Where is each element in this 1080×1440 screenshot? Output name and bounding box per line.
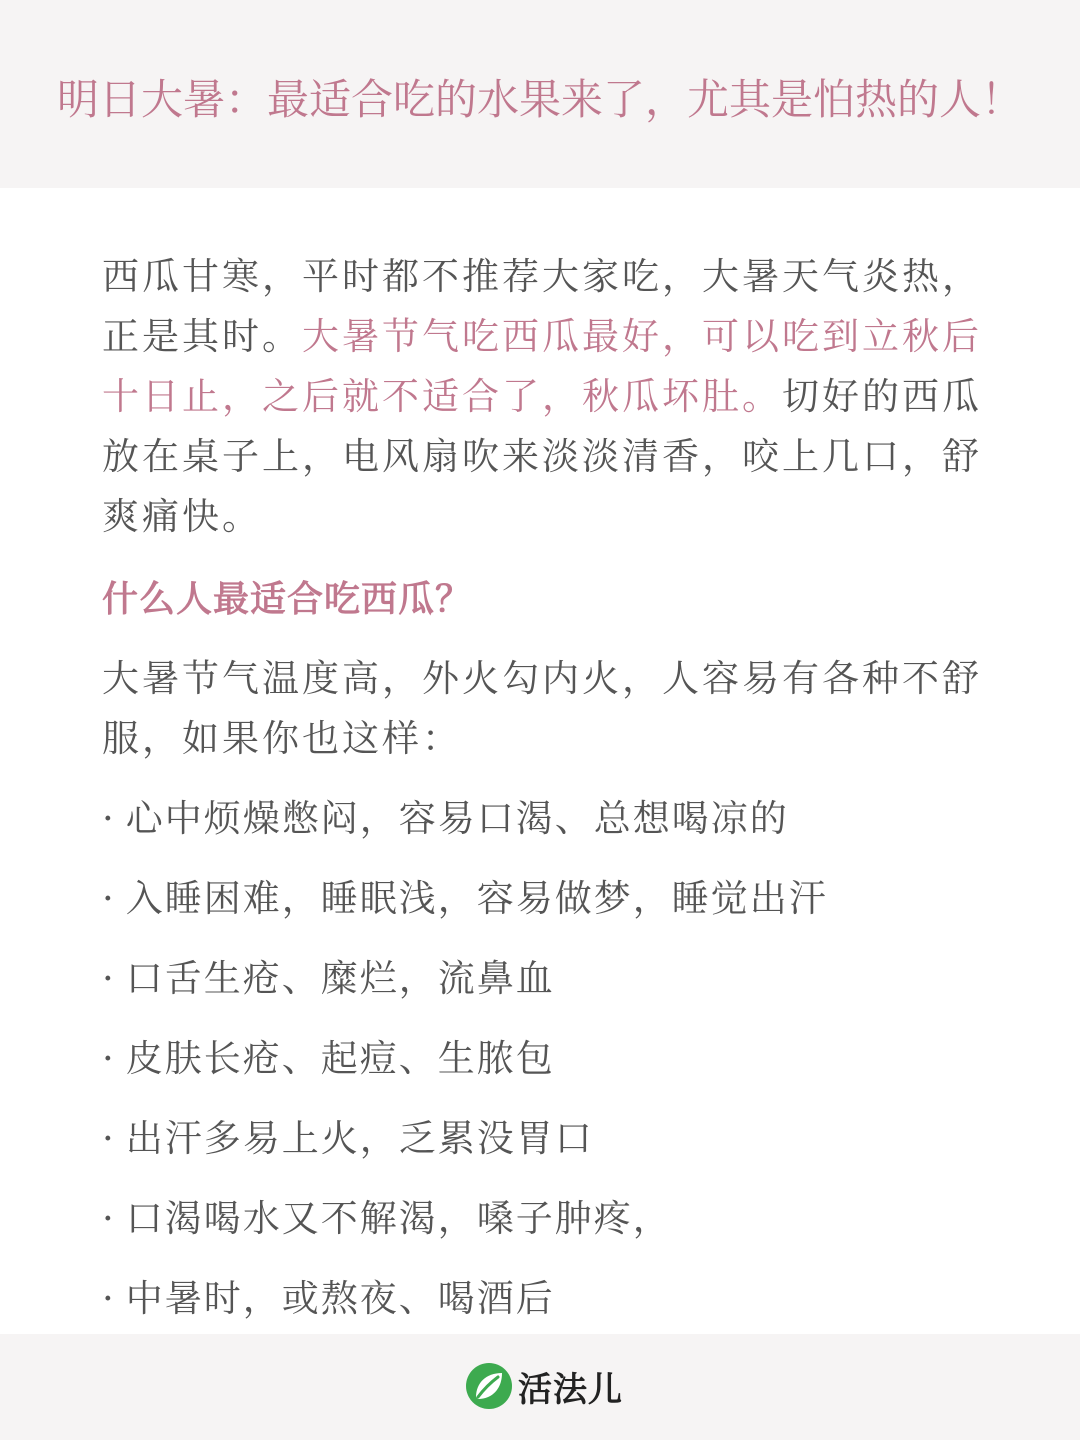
- section-heading: 什么人最适合吃西瓜？: [102, 578, 473, 620]
- footer-band: [0, 1334, 1080, 1440]
- bullet-mark: ·: [102, 1037, 116, 1080]
- list-item: [102, 1109, 982, 1169]
- title-banner: [0, 0, 1080, 188]
- list-item-text: 皮肤长疮、起痘、生脓包: [125, 1037, 555, 1080]
- bullet-mark: ·: [102, 1277, 116, 1320]
- symptom-list: [102, 789, 982, 1329]
- list-item: [102, 1029, 982, 1089]
- section-paragraph: 大暑节气温度高，外火勾内火，人容易有各种不舒服，如果你也这样：: [102, 657, 982, 760]
- bullet-mark: ·: [102, 1197, 116, 1240]
- green-leaf-icon: [464, 1361, 514, 1411]
- brand-logo: [464, 1356, 623, 1416]
- list-item: [102, 1269, 982, 1329]
- intro-text-1: 西瓜甘寒，平时都不推荐大家吃，大暑天气炎热，正是其时。: [102, 255, 982, 358]
- list-item-text: 中暑时，或熬夜、喝酒后: [125, 1277, 555, 1320]
- list-item-text: 心中烦燥憋闷，容易口渴、总想喝凉的: [125, 797, 789, 840]
- list-item: [102, 949, 982, 1009]
- intro-highlight: 大暑节气吃西瓜最好，可以吃到立秋后十日止，之后就不适合了，秋瓜坏肚。: [102, 315, 982, 418]
- list-item-text: 口舌生疮、糜烂，流鼻血: [125, 957, 555, 1000]
- brand-name: 活法儿: [518, 1369, 623, 1410]
- list-item: [102, 789, 982, 849]
- list-item: [102, 869, 982, 929]
- list-item-text: 口渴喝水又不解渴，嗓子肿疼，: [125, 1197, 672, 1240]
- bullet-mark: ·: [102, 877, 116, 920]
- list-item-text: 入睡困难，睡眠浅，容易做梦，睡觉出汗: [125, 877, 828, 920]
- bullet-mark: ·: [102, 1117, 116, 1160]
- list-item: [102, 1189, 982, 1249]
- article-body: [102, 247, 982, 1349]
- bullet-mark: ·: [102, 797, 116, 840]
- bullet-mark: ·: [102, 957, 116, 1000]
- page-title: 明日大暑：最适合吃的水果来了，尤其是怕热的人！: [56, 75, 1023, 124]
- list-item-text: 出汗多易上火，乏累没胃口: [125, 1117, 594, 1160]
- intro-text-2: 切好的西瓜放在桌子上，电风扇吹来淡淡清香，咬上几口，舒爽痛快。: [102, 375, 982, 538]
- intro-paragraph: [102, 247, 982, 547]
